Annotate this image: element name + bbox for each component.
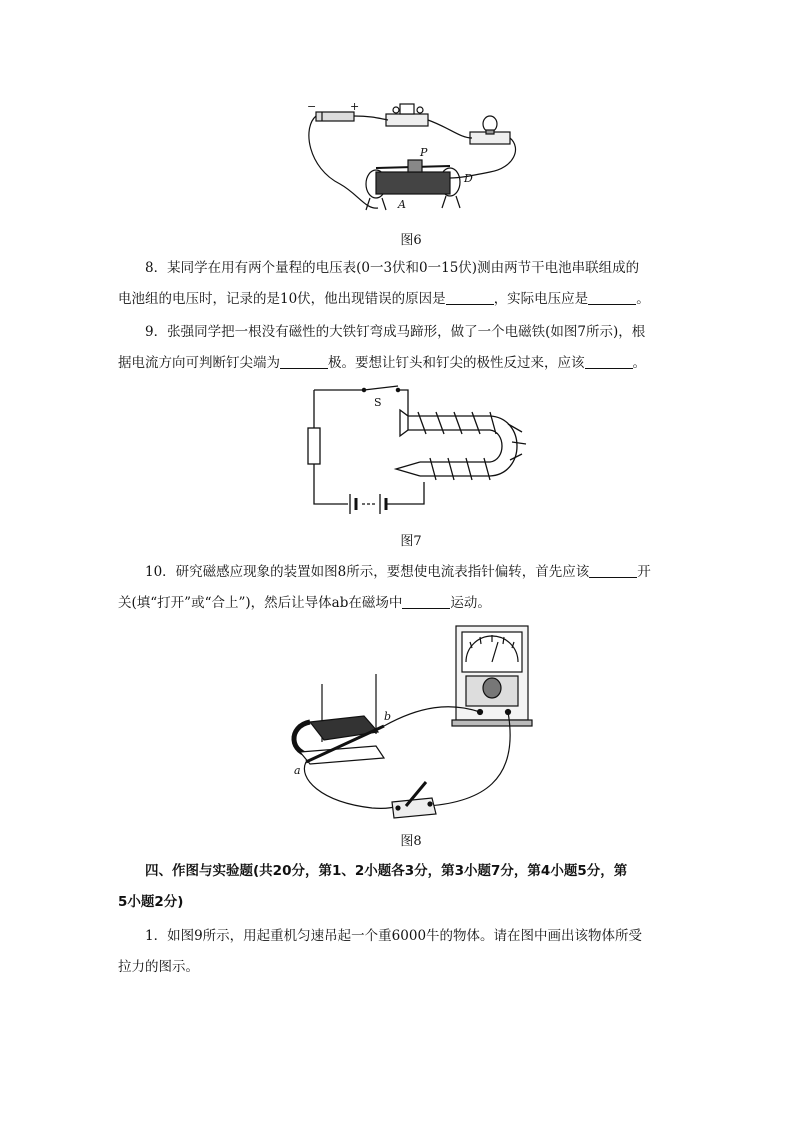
figure-7-electromagnet-circuit (300, 382, 530, 517)
figure-8-induction-apparatus (280, 622, 540, 822)
q9-blank-1[interactable] (280, 354, 328, 369)
q9-text-b: 极。要想让钉头和钉尖的极性反过来，应该 (328, 355, 585, 371)
q9-line-1: 9．张强同学把一根没有磁性的大铁钉弯成马蹄形，做了一个电磁铁(如图7所示)，根 (145, 324, 646, 340)
problem-1-line-2: 拉力的图示。 (118, 959, 199, 975)
q10-text-b: 开 (637, 564, 651, 580)
q10-blank-2[interactable] (402, 594, 450, 609)
q10-text-a: 10．研究磁感应现象的装置如图8所示，要想使电流表指针偏转，首先应该 (145, 564, 590, 580)
fig6-label-plus: + (350, 100, 360, 113)
q8-text-b: ，实际电压应是 (493, 291, 589, 307)
figure-8-caption: 图8 (400, 834, 422, 849)
section-4-heading-line-1: 四、作图与实验题(共20分，第1、2小题各3分，第3小题7分，第4小题5分，第 (145, 863, 628, 879)
figure-7-caption: 图7 (400, 534, 422, 549)
q9-line-2 (118, 353, 646, 373)
q10-line-1 (145, 562, 651, 582)
fig7-label-s: S (374, 396, 382, 409)
q10-blank-1[interactable] (589, 563, 637, 578)
q8-text-a: 电池组的电压时，记录的是10伏，他出现错误的原因是 (118, 291, 446, 307)
q10-text-d: 运动。 (450, 595, 491, 611)
q8-text-c: 。 (636, 291, 650, 307)
problem-1-line-1: 1．如图9所示，用起重机匀速吊起一个重6000牛的物体。请在图中画出该物体所受 (145, 928, 643, 944)
q8-blank-2[interactable] (588, 290, 636, 305)
q10-text-c: 关(填“打开”或“合上”)，然后让导体ab在磁场中 (118, 595, 403, 611)
q8-line-2 (118, 289, 650, 309)
fig8-label-b: b (384, 710, 392, 723)
figure-6-caption: 图6 (400, 233, 422, 248)
section-4-heading-line-2: 5小题2分) (118, 894, 184, 910)
fig6-label-p: P (420, 146, 428, 159)
q8-blank-1[interactable] (446, 290, 494, 305)
q10-line-2 (118, 593, 491, 613)
fig6-label-a: A (398, 198, 406, 211)
q9-text-c: 。 (632, 355, 646, 371)
fig6-label-minus: − (307, 100, 317, 113)
q9-blank-2[interactable] (585, 354, 633, 369)
figure-6-rheostat-circuit (300, 98, 530, 222)
q9-text-a: 据电流方向可判断钉尖端为 (118, 355, 280, 371)
fig6-label-d: D (464, 172, 473, 185)
q8-line-1: 8．某同学在用有两个量程的电压表(0一3伏和0一15伏)测由两节干电池串联组成的 (145, 260, 640, 276)
fig8-label-a: a (294, 764, 301, 777)
